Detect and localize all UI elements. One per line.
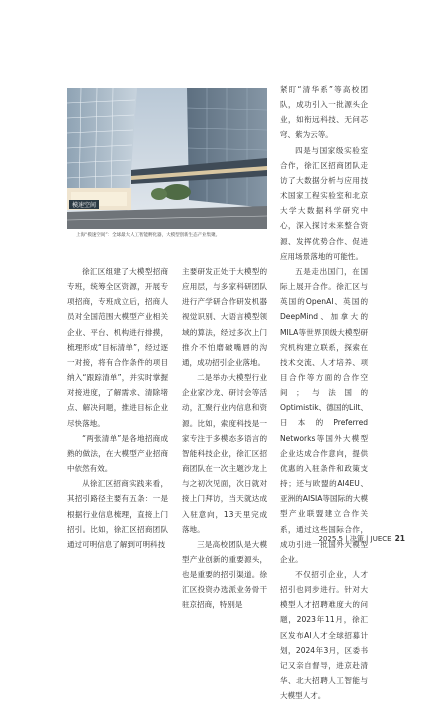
page-footer [319,534,405,544]
text-column-3 [280,82,368,703]
page-number: 21 [394,534,405,543]
paragraph: 二是举办大模型行业企业家沙龙、研讨会等活动，汇聚行业内信息和资源。比如，索度科技是一家专注于多模态多语言的智能科技企业，徐汇区招商团队在一次主题沙龙上与之初次见面，次日就对接上门拜访，当天就达成入驻意向，13天里完成落地。 [182,373,267,534]
paragraph: 不仅招引企业，人才招引也同步进行。针对大模型人才招聘难度大的问题，2023年11月，徐汇区发布AI人才全球招募计划，2024年3月，区委书记又亲自督导，进京赴清华、北大招聘人工智能与大模型人才。 [280,570,368,701]
text-column-2 [182,264,267,613]
paragraph: 从徐汇区招商实践来看，其招引路径主要有五条：一是根据行业信息梳理，直接上门招引。比如，徐汇区招商团队通过可明信息了解到可明科技 [67,479,168,549]
figure-caption: 上海“模速空间”：全球最大人工智能孵化器，大模型创新生态产业集聚。 [76,233,221,238]
paragraph: 五是走出国门，在国际上展开合作。徐汇区与英国的OpenAI、英国的DeepMind、加拿大的MILA等世界顶级大模型研究机构建立联系，探索在技术交流、人才培养、项目合作等方面的合作空间；与法国的Optimistik、德国的Lilt、日本的Preferred Networks等国外大模型企业达成合作意向，提供优惠的入驻条件和政策支持；还与欧盟的AI4EU、亚洲的AISIA等国际的大模型产业联盟建立合作关系，通过这些国际合作，成功引进一批国外大模型企业。 [280,266,368,564]
text-column-1 [67,264,168,552]
building-photo [67,88,267,229]
paragraph: 徐汇区组建了大模型招商专班，统筹全区资源，开展专项招商，专班成立后，招商人员对全国范围大模型产业相关企业、平台、机构进行排摸，梳理形成“目标清单”，经过逐一对接，将有合作条件的项目纳入“跟踪清单”，并实时掌握对接进度，了解需求、清除堵点、解决问题，推进目标企业尽快落地。 [67,267,168,428]
paragraph: 紧盯“清华系”等高校团队，成功引入一批源头企业，如衔远科技、无问芯穹、紫为云等。 [280,85,368,140]
paragraph: “两张清单”是各地招商成熟的做法，在大模型产业招商中依然有效。 [67,433,168,474]
sign-text: 模速空间 [72,203,97,209]
paragraph: 三是高校团队是大模型产业创新的重要源头，也是重要的招引渠道。徐汇区投资办选派业务骨干驻京招商，特别是 [182,539,267,610]
paragraph: 主要研发正处于大模型的应用层，与多家科研团队进行产学研合作研发机器视觉识别、大语言模型领域的算法，经过多次上门推介不怕磨破嘴唇的沟通，成功招引企业落地。 [182,267,267,367]
footer-text: 2025.5 | 决策 | JUECE [318,535,392,543]
paragraph: 四是与国家级实验室合作，徐汇区招商团队走访了大数据分析与应用技术国家工程实验室和北京大学大数据科学研究中心，深入探讨未来整合资源、发挥优势合作、促进应用场景落地的可能性。 [280,145,368,261]
